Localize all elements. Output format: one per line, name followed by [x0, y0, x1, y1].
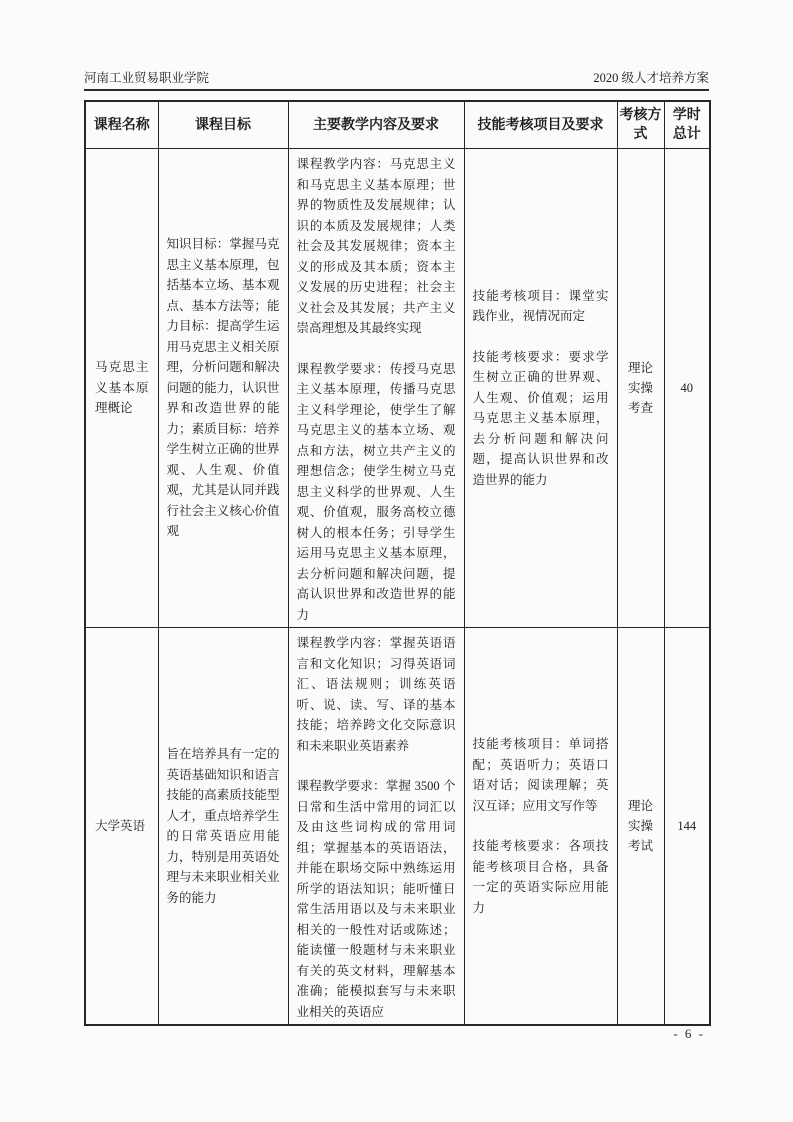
doc-header: [84, 70, 709, 91]
courses-table: [84, 100, 711, 1026]
page-content: [84, 70, 709, 1026]
column-header-skill-assessment: 技能考核项目及要求: [464, 101, 617, 149]
course-objectives: 旨在培养具有一定的英语基础知识和语言技能的高素质技能型人才，重点培养学生的日常英语应用能力，特别是用英语处理与未来职业相关业务的能力: [166, 747, 280, 905]
skill-items: 技能考核项目：课堂实践作业，视情况而定: [472, 288, 609, 324]
skill-assessment-cell: [464, 149, 617, 628]
column-header-total-hours: 学时总计: [664, 101, 710, 149]
assessment-method: 理论实操考试: [627, 799, 653, 853]
teaching-content-cell: [288, 149, 464, 628]
teaching-requirements: 课程教学要求：传授马克思主义基本原理，传播马克思主义科学理论，使学生了解马克思主义的基本立场、观点和方法，树立共产主义的理想信念；使学生树立马克思主义科学的世界观、人生观、价值观，服务高校立德树人的根本任务；引导学生运用马克思主义基本原理，去分析问题和解决问题，提高认识世界和改造世界的能力: [296, 361, 456, 622]
course-objectives-cell: [158, 149, 288, 628]
course-name-cell: [85, 628, 158, 1026]
column-header-course-name: 课程名称: [85, 101, 158, 149]
skill-requirements: 技能考核要求：要求学生树立正确的世界观、人生观、价值观；运用马克思主义基本原理，去分析问题和解决问题，提高认识世界和改造世界的能力: [472, 349, 609, 487]
total-hours: 144: [677, 818, 697, 833]
teaching-content: 课程教学内容：马克思主义和马克思主义基本原理；世界的物质性及发展规律；认识的本质及发展规律；人类社会及其发展规律；资本主义的形成及其本质；资本主义发展的历史进程；社会主义社会及其发展；共产主义崇高理想及其最终实现: [296, 157, 456, 335]
teaching-content-cell: [288, 628, 464, 1026]
course-name: 大学英语: [95, 818, 146, 833]
course-name: 马克思主义基本原理概论: [95, 360, 149, 416]
total-hours-cell: [664, 149, 710, 628]
course-objectives: 知识目标：掌握马克思主义基本原理，包括基本立场、基本观点、基本方法等；能力目标：提高学生运用马克思主义相关原理，分析问题和解决问题的能力，认识世界和改造世界的能力；素质目标：培养学生树立正确的世界观、人生观、价值观，尤其是认同并践行社会主义核心价值观: [166, 237, 280, 539]
page-number: - 6 -: [673, 1026, 705, 1041]
table-row: [85, 149, 710, 628]
plan-title: 2020 级人才培养方案: [593, 71, 709, 85]
skill-assessment-cell: [464, 628, 617, 1026]
table-header-row: [85, 101, 710, 149]
assessment-method: 理论实操考查: [627, 361, 653, 415]
table-row: [85, 628, 710, 1026]
total-hours: 40: [680, 380, 693, 395]
assessment-method-cell: [617, 628, 664, 1026]
skill-items: 技能考核项目：单词搭配；英语听力；英语口语对话；阅读理解；英汉互译；应用文写作等: [472, 737, 609, 813]
course-objectives-cell: [158, 628, 288, 1026]
assessment-method-cell: [617, 149, 664, 628]
total-hours-cell: [664, 628, 710, 1026]
column-header-assessment-method: 考核方式: [617, 101, 664, 149]
teaching-content: 课程教学内容：掌握英语语言和文化知识；习得英语词汇、语法规则；训练英语听、说、读、写、译的基本技能；培养跨文化交际意识和未来职业英语素养: [296, 636, 456, 753]
column-header-objectives: 课程目标: [158, 101, 288, 149]
column-header-teaching-content: 主要教学内容及要求: [288, 101, 464, 149]
teaching-requirements: 课程教学要求：掌握 3500 个日常和生活中常用的词汇以及由这些词构成的常用词组；掌握基本的英语语法，并能在职场交际中熟练运用所学的语法知识；能听懂日常生活用语以及与未来职业相关的一般性对话或陈述；能读懂一般题材与未来职业有关的英文材料，理解基本准确；能模拟套写与未来职业相关的英语应: [296, 779, 456, 1019]
course-name-cell: [85, 149, 158, 628]
skill-requirements: 技能考核要求：各项技能考核项目合格，具备一定的英语实际应用能力: [472, 839, 609, 915]
school-name: 河南工业贸易职业学院: [84, 71, 210, 85]
